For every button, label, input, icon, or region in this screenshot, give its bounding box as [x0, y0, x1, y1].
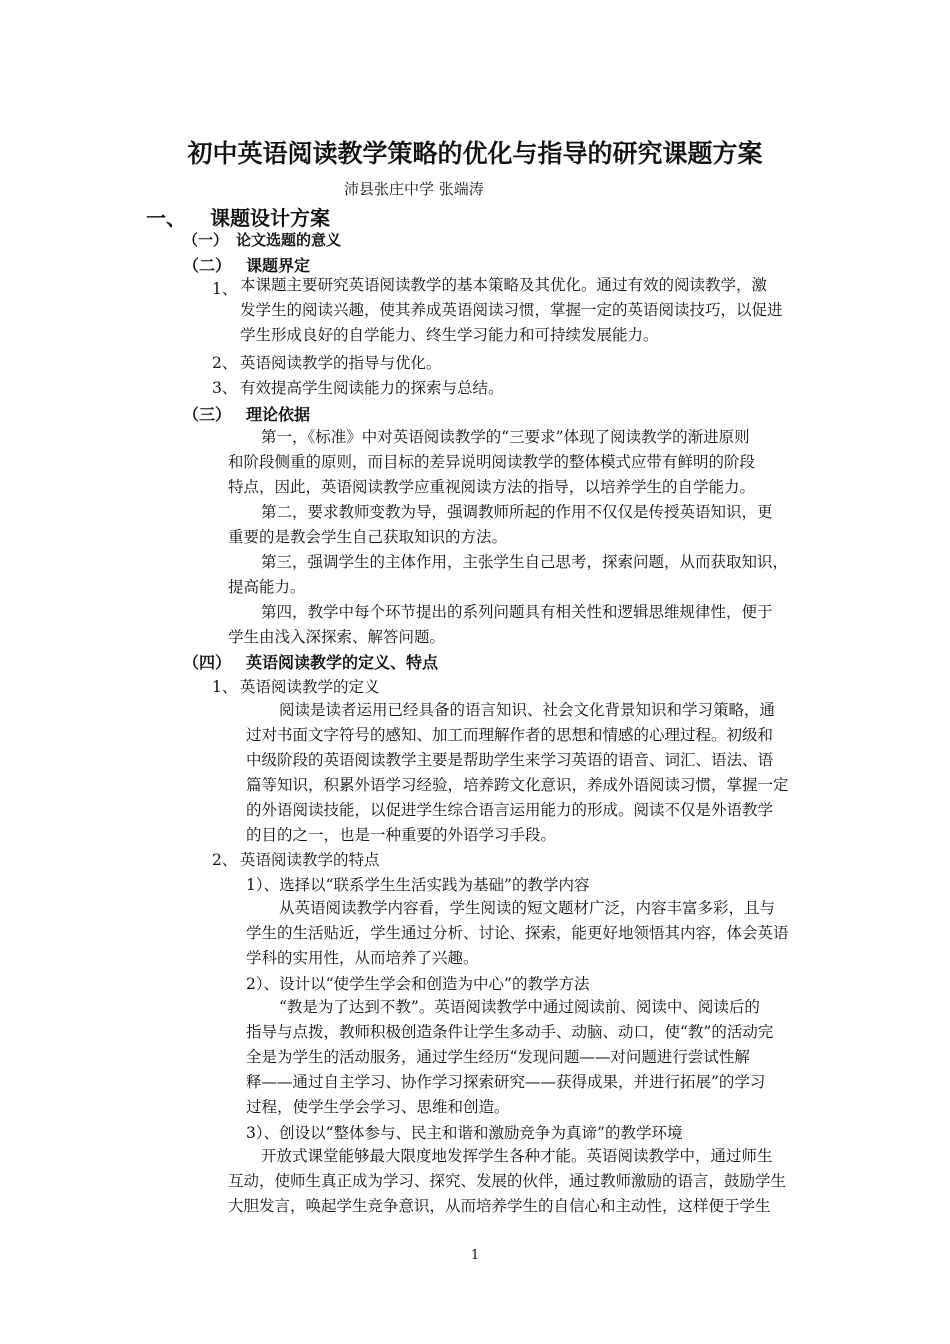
- subsection-number: （一）: [183, 231, 229, 249]
- subsection-number: （四）: [183, 653, 232, 672]
- text-line: 学生形成良好的自学能力、终生学习能力和可持续发展能力。: [240, 326, 659, 344]
- paragraph: [228, 1144, 806, 1219]
- text-line: 篇等知识，积累外语学习经验，培养跨文化意识，养成外语阅读习惯，掌握一定: [246, 776, 789, 794]
- text-line: “教是为了达到不教”。英语阅读教学中通过阅读前、阅读中、阅读后的: [279, 998, 760, 1016]
- text-line: 学生的生活贴近，学生通过分析、讨论、探索，能更好地领悟其内容，体会英语: [246, 924, 789, 942]
- text-line: 第四，教学中每个环节提出的系列问题具有相关性和逻辑思维规律性，便于: [261, 603, 773, 621]
- subsection-title: 英语阅读教学的定义、特点: [246, 653, 439, 672]
- text-line: 全是为学生的活动服务，通过学生经历“发现问题——对问题进行尝试性解: [246, 1048, 750, 1066]
- list-item-text: 英语阅读教学的指导与优化。: [240, 354, 442, 372]
- text-line: 特点，因此，英语阅读教学应重视阅读方法的指导，以培养学生的自学能力。: [228, 478, 756, 496]
- text-line: 阅读是读者运用已经具备的语言知识、社会文化背景知识和学习策略，通: [279, 701, 776, 719]
- subsection-title: 理论依据: [246, 405, 311, 424]
- text-line: 中级阶段的英语阅读教学主要是帮助学生来学习英语的语音、词汇、语法、语: [246, 751, 774, 769]
- text-line: 重要的是教会学生自己获取知识的方法。: [228, 528, 508, 546]
- list-item-text: 有效提高学生阅读能力的探索与总结。: [240, 379, 504, 397]
- point-heading: 2）、设计以“使学生学会和创造为中心”的教学方法: [246, 975, 590, 993]
- list-item-title: 英语阅读教学的特点: [240, 851, 380, 869]
- page-number: 1: [470, 1248, 480, 1263]
- text-line: 的外语阅读技能，以促进学生综合语言运用能力的形成。阅读不仅是外语教学: [246, 801, 774, 819]
- document-title: 初中英语阅读教学策略的优化与指导的研究课题方案: [187, 139, 763, 168]
- text-line: 学科的实用性，从而培养了兴趣。: [246, 949, 479, 967]
- text-line: 本课题主要研究英语阅读教学的基本策略及其优化。通过有效的阅读教学，激: [240, 276, 768, 294]
- text-line: 第三，强调学生的主体作用，主张学生自己思考，探索问题，从而获取知识，: [261, 553, 789, 571]
- subsection-title: 论文选题的意义: [236, 231, 342, 249]
- text-line: 发学生的阅读兴趣，使其养成英语阅读习惯，掌握一定的英语阅读技巧，以促进: [240, 301, 783, 319]
- paragraph: [228, 425, 806, 650]
- text-line: 从英语阅读教学内容看，学生阅读的短文题材广泛，内容丰富多彩，且与: [279, 899, 776, 917]
- text-line: 指导与点拨，教师积极创造条件让学生多动手、动脑、动口，使“教”的活动完: [246, 1023, 774, 1041]
- paragraph: [246, 995, 806, 1120]
- text-line: 互动，使师生真正成为学习、探究、发展的伙伴，通过教师激励的语言，鼓励学生: [228, 1172, 787, 1190]
- section-title: 课题设计方案: [210, 206, 330, 230]
- text-line: 释——通过自主学习、协作学习探索研究——获得成果，并进行拓展”的学习: [246, 1073, 766, 1091]
- list-number: 2、: [212, 354, 238, 372]
- list-number: 2、: [212, 851, 238, 869]
- text-line: 过程，使学生学会学习、思维和创造。: [246, 1098, 510, 1116]
- list-item-title: 英语阅读教学的定义: [240, 678, 380, 696]
- subsection-number: （三）: [183, 405, 232, 424]
- paragraph: [246, 896, 806, 971]
- text-line: 开放式课堂能够最大限度地发挥学生各种才能。英语阅读教学中，通过师生: [261, 1147, 773, 1165]
- text-line: 第一，《标准》中对英语阅读教学的“三要求”体现了阅读教学的渐进原则: [261, 428, 750, 446]
- subsection-title: 课题界定: [246, 256, 311, 275]
- list-number: 1、: [212, 280, 238, 298]
- text-line: 过对书面文字符号的感知、加工而理解作者的思想和情感的心理过程。初级和: [246, 726, 774, 744]
- point-heading: 1）、选择以“联系学生生活实践为基础”的教学内容: [246, 876, 590, 894]
- text-line: 第二，要求教师变教为导，强调教师所起的作用不仅仅是传授英语知识，更: [261, 503, 773, 521]
- text-line: 大胆发言，唤起学生竞争意识，从而培养学生的自信心和主动性，这样便于学生: [228, 1197, 771, 1215]
- text-line: 的目的之一，也是一种重要的外语学习手段。: [246, 826, 557, 844]
- point-heading: 3）、创设以“整体参与、民主和谐和激励竞争为真谛”的教学环境: [246, 1124, 683, 1142]
- subsection-number: （二）: [183, 256, 232, 275]
- paragraph: [246, 698, 806, 848]
- text-line: 和阶段侧重的原则，而目标的差异说明阅读教学的整体模式应带有鲜明的阶段: [228, 453, 756, 471]
- author-line: 沛县张庄中学 张端涛: [344, 180, 484, 198]
- section-number: 一、: [146, 206, 186, 230]
- list-item-text: [240, 273, 806, 348]
- text-line: 提高能力。: [228, 578, 306, 596]
- list-number: 3、: [212, 379, 238, 397]
- list-number: 1、: [212, 678, 238, 696]
- text-line: 学生由浅入深探索、解答问题。: [228, 628, 446, 646]
